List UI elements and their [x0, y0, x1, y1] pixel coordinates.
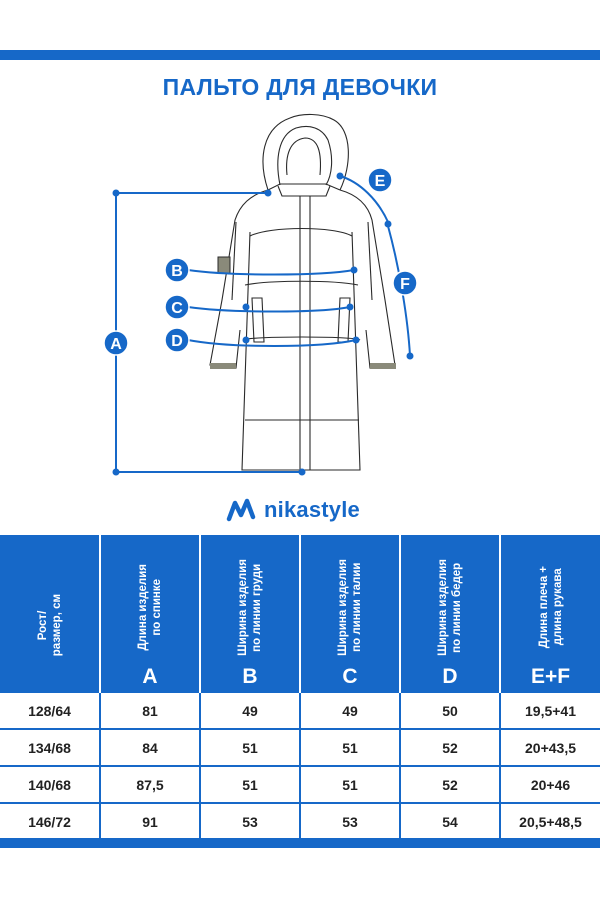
marker-b [165, 258, 189, 282]
header-sleeve [500, 535, 600, 693]
header-chest [200, 535, 300, 693]
marker-f-label: F [400, 276, 410, 293]
cell-d: 54 [400, 803, 500, 840]
marker-b-label: B [171, 263, 183, 280]
header-waist-letter: C [342, 665, 358, 688]
cell-a: 84 [100, 729, 200, 766]
cell-b: 51 [200, 729, 300, 766]
cell-d: 52 [400, 766, 500, 803]
cell-a: 87,5 [100, 766, 200, 803]
brand-name: nikastyle [264, 497, 360, 522]
table-row [0, 766, 600, 803]
header-sleeve-label: Длина плеча + длина рукава [537, 565, 564, 649]
bottom-accent-bar [0, 838, 600, 848]
size-table-header [0, 535, 600, 693]
sleeve-patch [218, 257, 230, 273]
cell-size: 134/68 [0, 729, 100, 766]
marker-c [165, 295, 189, 319]
cell-c: 51 [300, 729, 400, 766]
cell-ef: 20+43,5 [500, 729, 600, 766]
page-title: ПАЛЬТО ДЛЯ ДЕВОЧКИ [162, 74, 438, 100]
header-hips [400, 535, 500, 693]
coat-technical-drawing [0, 100, 600, 490]
cell-b: 49 [200, 693, 300, 729]
header-chest-label: Ширина изделия по линии груди [237, 558, 263, 656]
coat-outline [210, 114, 395, 470]
marker-d [165, 328, 189, 352]
header-length [100, 535, 200, 693]
cell-b: 51 [200, 766, 300, 803]
cell-c: 53 [300, 803, 400, 840]
header-hips-letter: D [442, 665, 458, 688]
marker-a-label: A [110, 336, 122, 353]
cell-size: 146/72 [0, 803, 100, 840]
marker-d-label: D [171, 333, 183, 350]
cell-b: 53 [200, 803, 300, 840]
cell-d: 52 [400, 729, 500, 766]
cell-c: 49 [300, 693, 400, 729]
header-chest-letter: B [242, 665, 258, 688]
table-row [0, 729, 600, 766]
marker-e [368, 168, 392, 192]
header-length-label: Длина изделия по спинке [137, 563, 163, 651]
cell-a: 91 [100, 803, 200, 840]
right-cuff [370, 363, 396, 369]
cell-ef: 20,5+48,5 [500, 803, 600, 840]
marker-a [104, 331, 128, 355]
cell-a: 81 [100, 693, 200, 729]
nikastyle-logo-icon [226, 497, 256, 523]
cell-ef: 20+46 [500, 766, 600, 803]
size-table [0, 535, 600, 841]
header-length-letter: A [142, 665, 158, 688]
top-accent-bar [0, 50, 600, 60]
marker-e-label: E [374, 173, 386, 190]
header-hips-label: Ширина изделия по линии бедер [437, 558, 463, 656]
cell-size: 128/64 [0, 693, 100, 729]
header-sleeve-letter: E+F [530, 665, 571, 688]
header-waist [300, 535, 400, 693]
table-row [0, 803, 600, 840]
header-waist-label: Ширина изделия по линии талии [337, 558, 363, 656]
cell-ef: 19,5+41 [500, 693, 600, 729]
table-row [0, 693, 600, 729]
marker-f [393, 271, 417, 295]
left-cuff [210, 363, 236, 369]
cell-d: 50 [400, 693, 500, 729]
header-size-label: Рост/ размер, см [36, 593, 63, 657]
marker-c-label: C [171, 300, 183, 317]
cell-size: 140/68 [0, 766, 100, 803]
brand-logo [226, 494, 360, 526]
header-size [0, 535, 100, 693]
cell-c: 51 [300, 766, 400, 803]
